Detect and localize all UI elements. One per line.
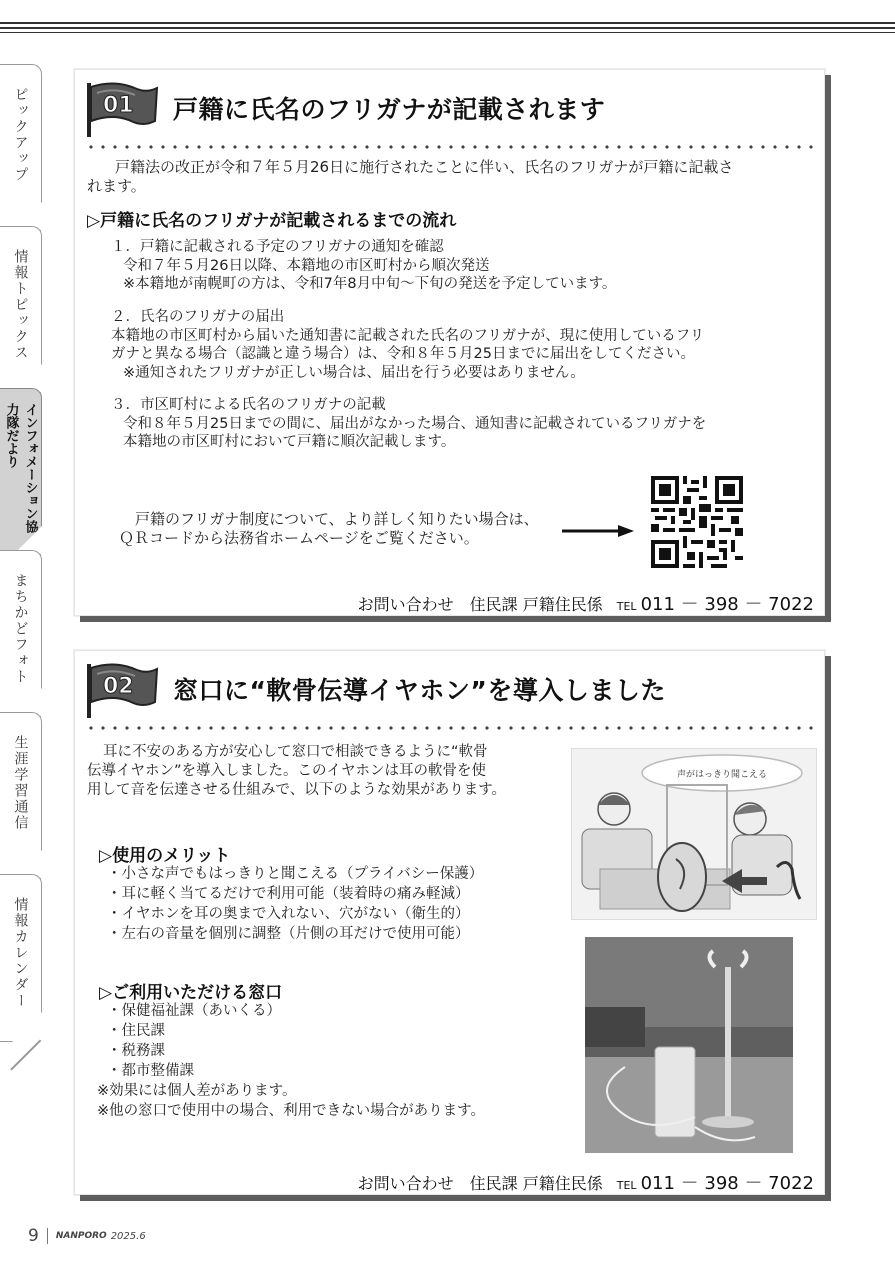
earphone-usage-illustration — [571, 748, 817, 920]
top-rule — [0, 32, 895, 33]
phone-icon: TEL — [616, 1179, 637, 1192]
page-number: 9 — [28, 1226, 39, 1246]
tab-label: インフォメーション協力隊だより — [3, 403, 38, 533]
phone-icon: TEL — [616, 600, 637, 613]
windows-heading: ▷ご利用いただける窓口 — [99, 983, 283, 1003]
contact-info: お問い合わせ 住民課 戸籍住民係 TEL 011 － 398 － 7022 — [357, 1173, 814, 1194]
merits-list — [107, 864, 483, 944]
step-2: ２．氏名のフリガナの届出 本籍地の市区町村から届いた通知書に記載された氏名のフリガナが、現に使用しているフリ ガナと異なる場合（認識と違う場合）は、令和８年５月25日までに届出をしてください。 ※通知されたフリガナが正しい場合は、届出を行う必要はありません。 — [111, 309, 705, 381]
notes: ※効果には個人差があります。 ※他の窓口で使用中の場合、利用できない場合があります。 — [97, 1083, 485, 1119]
dotted-divider — [85, 725, 816, 731]
intro-text: 耳に不安のある方が安心して窓口で相談できるように“軟骨 伝導イヤホン”を導入しました。このイヤホンは耳の軟骨を使 用して音を伝達させる仕組みで、以下のような効果があります。 — [87, 744, 507, 798]
tab-label: まちかどフォト — [12, 573, 29, 685]
tab-info-calendar[interactable] — [0, 874, 42, 1042]
magazine-logo: NANPORO — [55, 1231, 107, 1241]
top-rule — [0, 22, 895, 24]
qr-code[interactable] — [645, 470, 749, 574]
top-rule — [0, 27, 895, 29]
tab-label: 生涯学習通信 — [12, 735, 29, 831]
list-item: ・住民課 — [107, 1023, 165, 1039]
earphone-device-photo — [585, 937, 793, 1153]
list-item: ・小さな声でもはっきりと聞こえる（プライバシー保護） — [107, 866, 484, 882]
tab-machikado-photo[interactable] — [0, 550, 42, 718]
section-card-bone-conduction-earphone — [74, 650, 825, 1195]
flow-subheading: ▷戸籍に氏名のフリガナが記載されるまでの流れ — [87, 211, 457, 231]
section-number: 01 — [103, 93, 134, 118]
list-item: ・左右の音量を個別に調整（片側の耳だけで使用可能） — [107, 926, 470, 942]
list-item: ・耳に軽く当てるだけで利用可能（装着時の痛み軽減） — [107, 886, 470, 902]
dotted-divider — [85, 144, 816, 150]
section-card-koseki-furigana — [74, 69, 825, 616]
tab-label: ピックアップ — [12, 87, 29, 183]
step-3: ３．市区町村による氏名のフリガナの記載 令和８年５月25日までの間に、届出がなかった場合、通知書に記載されているフリガナを 本籍地の市区町村において戸籍に順次記載します。 — [111, 397, 707, 450]
page-footer — [28, 1226, 146, 1246]
tab-information-volunteers[interactable] — [0, 388, 42, 556]
arrow-right-icon — [562, 525, 634, 537]
contact-info: お問い合わせ 住民課 戸籍住民係 TEL 011 － 398 － 7022 — [357, 594, 814, 615]
flag-icon — [85, 660, 163, 718]
section-title: 戸籍に氏名のフリガナが記載されます — [173, 95, 606, 124]
section-title: 窓口に“軟骨伝導イヤホン”を導入しました — [173, 676, 666, 705]
section-number: 02 — [103, 674, 134, 699]
tab-lifelong-learning[interactable] — [0, 712, 42, 880]
list-item: ・都市整備課 — [107, 1063, 194, 1079]
list-item: ・税務課 — [107, 1043, 165, 1059]
flag-icon — [85, 79, 163, 137]
list-item: ・保健福祉課（あいくる） — [107, 1003, 281, 1019]
windows-list — [107, 1001, 281, 1081]
tab-pickup[interactable] — [0, 64, 42, 232]
list-item: ・イヤホンを耳の奥まで入れない、穴がない（衛生的） — [107, 906, 470, 922]
step-1: １．戸籍に記載される予定のフリガナの通知を確認 令和７年５月26日以降、本籍地の市区町村から順次発送 ※本籍地が南幌町の方は、令和7年8月中旬～下旬の発送を予定しています。 — [111, 239, 617, 292]
section-header — [85, 659, 666, 719]
tab-info-topics[interactable] — [0, 226, 42, 394]
issue-date: 2025.6 — [110, 1230, 146, 1242]
tab-label: 情報トピックス — [12, 249, 29, 361]
intro-text: 戸籍法の改正が令和７年５月26日に施行されたことに伴い、氏名のフリガナが戸籍に記載さ れます。 — [87, 158, 734, 195]
more-info-text: 戸籍のフリガナ制度について、より詳しく知りたい場合は、 ＱＲコードから法務省ホームページをご覧ください。 — [119, 510, 539, 547]
merits-heading: ▷使用のメリット — [99, 846, 231, 866]
tab-label: 情報カレンダー — [12, 897, 29, 1009]
section-header — [85, 78, 605, 138]
illustration-caption: 声がはっきり聞こえる — [676, 770, 768, 780]
